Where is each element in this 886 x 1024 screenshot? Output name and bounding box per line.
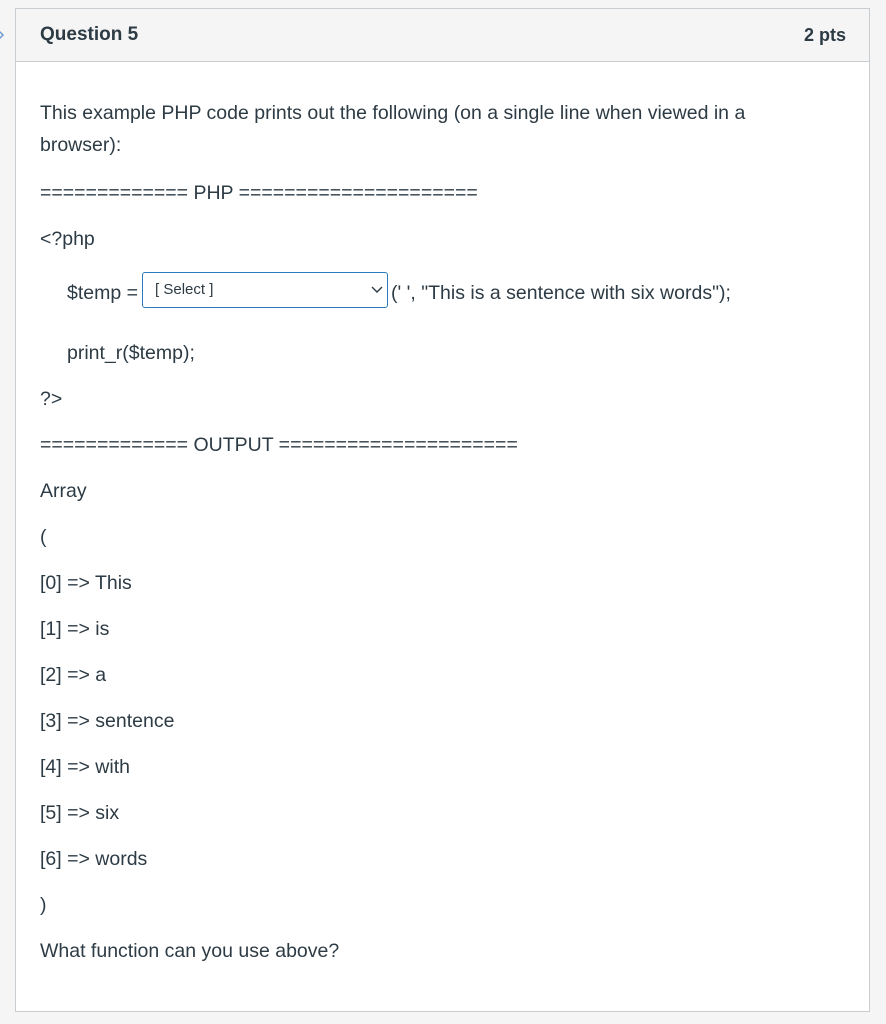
- question-title: Question 5: [40, 24, 139, 45]
- array-item: [4] => with: [40, 756, 130, 778]
- assign-suffix: (' ', "This is a sentence with six words");: [391, 282, 731, 305]
- php-open-tag: <?php: [40, 228, 95, 250]
- chevron-right-icon[interactable]: [0, 26, 6, 44]
- array-label: Array: [40, 480, 87, 502]
- array-item: [2] => a: [40, 664, 107, 686]
- question-ask: What function can you use above?: [40, 940, 340, 962]
- output-divider: ============= OUTPUT =====================: [40, 434, 518, 456]
- question-prompt: This example PHP code prints out the following (on a single line when viewed in a browser):: [40, 102, 746, 156]
- array-item: [6] => words: [40, 848, 148, 870]
- print-line: print_r($temp);: [67, 342, 195, 364]
- php-close-tag: ?>: [40, 388, 63, 410]
- array-item: [5] => six: [40, 802, 120, 824]
- function-select[interactable]: [142, 272, 388, 308]
- php-divider: ============= PHP =====================: [40, 182, 478, 204]
- array-item: [1] => is: [40, 618, 110, 640]
- assign-prefix: $temp =: [67, 282, 139, 305]
- select-placeholder: [ Select ]: [155, 281, 214, 298]
- chevron-down-icon: [371, 285, 383, 295]
- question-card: [15, 8, 870, 1012]
- close-paren: ): [40, 894, 47, 916]
- assign-line: [67, 276, 731, 312]
- array-item: [0] => This: [40, 572, 132, 594]
- array-item: [3] => sentence: [40, 710, 175, 732]
- question-header: [16, 9, 869, 62]
- question-points: 2 pts: [803, 24, 846, 45]
- open-paren: (: [40, 526, 47, 548]
